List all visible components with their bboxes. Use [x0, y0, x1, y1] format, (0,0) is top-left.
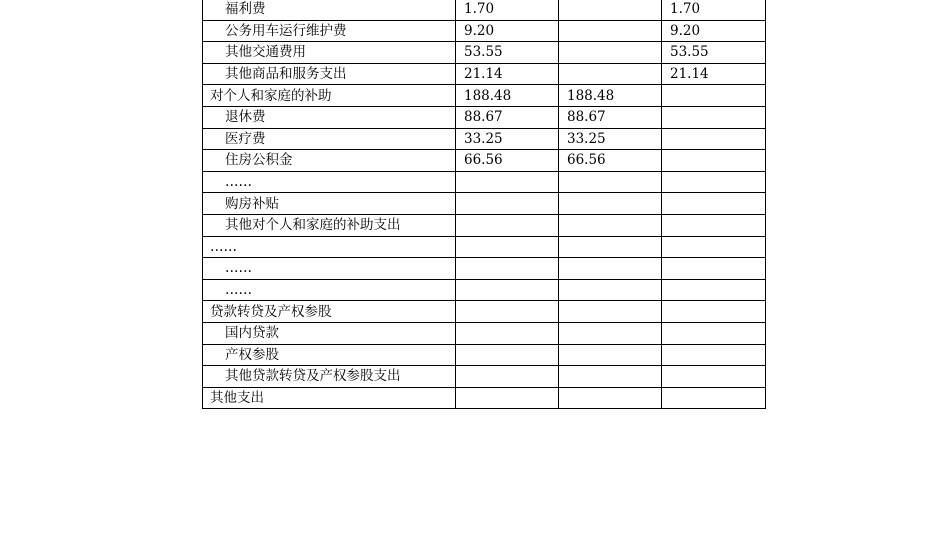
row-value-col-1	[456, 366, 559, 388]
row-value-col-2	[559, 258, 662, 280]
row-value-col-3	[662, 85, 766, 107]
row-value-col-3	[662, 193, 766, 215]
row-value-col-3	[662, 214, 766, 236]
table-row	[203, 214, 766, 236]
row-value-col-3	[662, 150, 766, 172]
table-row	[203, 258, 766, 280]
row-value-col-2: 188.48	[559, 85, 662, 107]
table-row	[203, 344, 766, 366]
table-row	[203, 171, 766, 193]
row-value-col-3: 53.55	[662, 42, 766, 64]
row-value-col-2	[559, 344, 662, 366]
table-row	[203, 279, 766, 301]
row-value-col-1	[456, 236, 559, 258]
row-value-col-1: 9.20	[456, 20, 559, 42]
row-value-col-3	[662, 258, 766, 280]
row-item-name: 产权参股	[203, 344, 456, 366]
budget-expenditure-table	[202, 0, 766, 409]
row-value-col-2: 33.25	[559, 128, 662, 150]
row-value-col-1: 88.67	[456, 106, 559, 128]
row-item-name: 其他贷款转贷及产权参股支出	[203, 366, 456, 388]
row-value-col-2	[559, 63, 662, 85]
row-value-col-2	[559, 20, 662, 42]
row-value-col-3	[662, 322, 766, 344]
row-value-col-1: 66.56	[456, 150, 559, 172]
row-value-col-1: 1.70	[456, 0, 559, 20]
table-row	[203, 20, 766, 42]
row-item-name: 福利费	[203, 0, 456, 20]
table-row	[203, 150, 766, 172]
row-value-col-2	[559, 0, 662, 20]
row-item-name: 其他对个人和家庭的补助支出	[203, 214, 456, 236]
row-value-col-3: 21.14	[662, 63, 766, 85]
row-value-col-1	[456, 214, 559, 236]
row-value-col-3	[662, 387, 766, 409]
row-value-col-3	[662, 344, 766, 366]
table-row	[203, 85, 766, 107]
row-item-name: ……	[203, 236, 456, 258]
table-row	[203, 193, 766, 215]
row-item-name: ……	[203, 279, 456, 301]
row-value-col-3	[662, 301, 766, 323]
row-item-name: 住房公积金	[203, 150, 456, 172]
row-value-col-3	[662, 171, 766, 193]
row-value-col-2	[559, 171, 662, 193]
row-value-col-2: 88.67	[559, 106, 662, 128]
row-value-col-2: 66.56	[559, 150, 662, 172]
row-value-col-1: 33.25	[456, 128, 559, 150]
table-row	[203, 42, 766, 64]
row-item-name: 购房补贴	[203, 193, 456, 215]
row-item-name: 公务用车运行维护费	[203, 20, 456, 42]
row-value-col-1	[456, 171, 559, 193]
table-row	[203, 236, 766, 258]
row-value-col-3	[662, 106, 766, 128]
row-value-col-1	[456, 193, 559, 215]
row-value-col-1	[456, 387, 559, 409]
row-value-col-3	[662, 236, 766, 258]
row-value-col-1	[456, 279, 559, 301]
row-value-col-2	[559, 236, 662, 258]
row-value-col-2	[559, 42, 662, 64]
table-row	[203, 106, 766, 128]
row-value-col-2	[559, 301, 662, 323]
row-item-name: 其他交通费用	[203, 42, 456, 64]
row-value-col-1: 21.14	[456, 63, 559, 85]
row-item-name: 其他商品和服务支出	[203, 63, 456, 85]
row-item-name: 国内贷款	[203, 322, 456, 344]
row-item-name: ……	[203, 171, 456, 193]
row-value-col-2	[559, 322, 662, 344]
row-value-col-1: 188.48	[456, 85, 559, 107]
row-item-name: 退休费	[203, 106, 456, 128]
table-row	[203, 301, 766, 323]
table-row	[203, 63, 766, 85]
row-value-col-3	[662, 128, 766, 150]
row-value-col-2	[559, 279, 662, 301]
table-row	[203, 387, 766, 409]
row-value-col-3	[662, 366, 766, 388]
table-row	[203, 0, 766, 20]
row-value-col-1	[456, 322, 559, 344]
row-value-col-2	[559, 214, 662, 236]
row-value-col-3: 1.70	[662, 0, 766, 20]
row-value-col-3: 9.20	[662, 20, 766, 42]
row-value-col-1	[456, 344, 559, 366]
row-item-name: 医疗费	[203, 128, 456, 150]
row-value-col-1: 53.55	[456, 42, 559, 64]
row-value-col-2	[559, 387, 662, 409]
table-row	[203, 366, 766, 388]
table-row	[203, 322, 766, 344]
row-item-name: ……	[203, 258, 456, 280]
row-value-col-2	[559, 366, 662, 388]
row-item-name: 贷款转贷及产权参股	[203, 301, 456, 323]
table-row	[203, 128, 766, 150]
row-value-col-2	[559, 193, 662, 215]
row-item-name: 对个人和家庭的补助	[203, 85, 456, 107]
row-value-col-1	[456, 301, 559, 323]
row-value-col-3	[662, 279, 766, 301]
row-value-col-1	[456, 258, 559, 280]
row-item-name: 其他支出	[203, 387, 456, 409]
table-body	[203, 0, 766, 409]
